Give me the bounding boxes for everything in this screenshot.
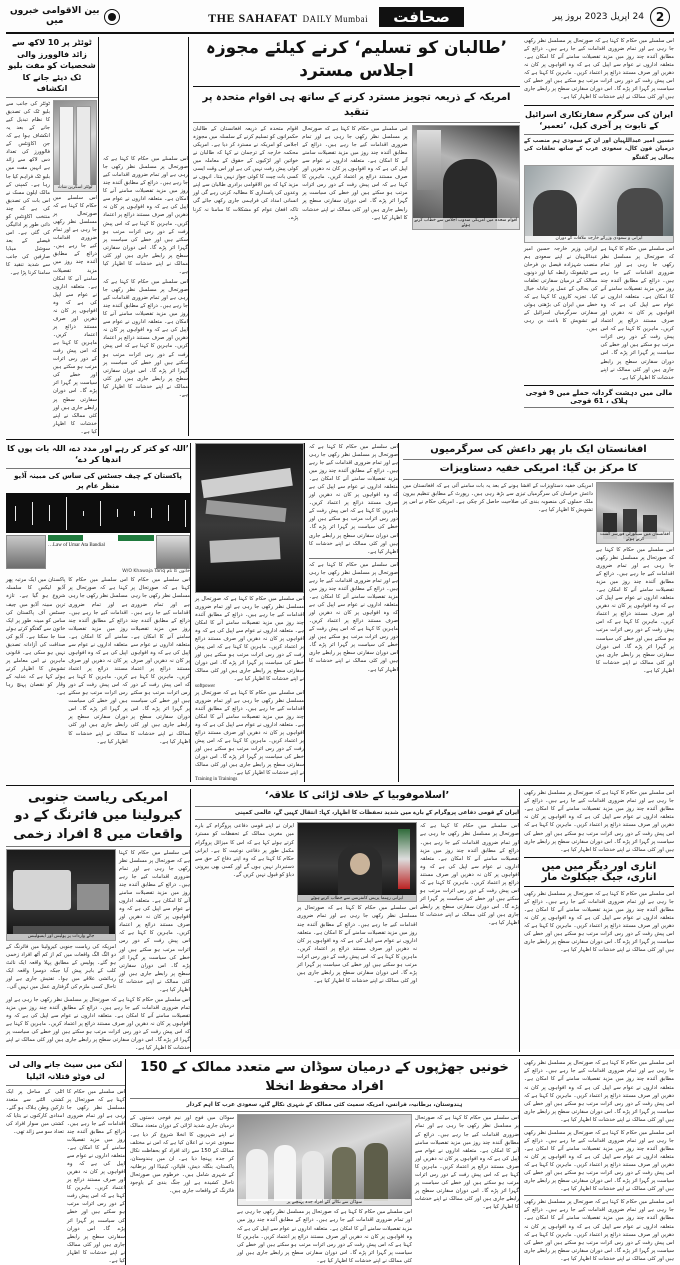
afghan-headline: افغانستان ایک بار پھر داعش کی سرگرمیوں: [430, 443, 647, 455]
sudan-body-3: اس سلسلے میں حکام کا کہنا ہے کہ صورتحال پر مسلسل نظر رکھی جا رہی ہے اور تمام ضروری اقدامات کیے جا رہے ہیں۔ ذرائع کے مطابق آئندہ چند روز میں مزید تفصیلات سامنے آنے کا امکان ہے۔ متعلقہ اداروں نے عوام سے اپیل کی ہے کہ وہ افواہوں پر کان نہ دھریں اور صرف مستند ذرائع پر اعتماد کریں۔ ماہرین کا کہنا ہے کہ اس پیش رفت کے دور رس اثرات مرتب ہو سکتے ہیں اور خطے کی سیاست پر گہرا اثر پڑے گا۔ اس دوران سفارتی سطح پر رابطے جاری ہیں اور کئی ممالک نے اپنے خدشات کا اظہار کیا ہے۔: [415, 1115, 519, 1211]
islamophobia-body-2: اس سلسلے میں حکام کا کہنا ہے کہ صورتحال پر مسلسل نظر رکھی جا رہی ہے اور تمام ضروری اقدامات کیے جا رہے ہیں۔ ذرائع کے مطابق آئندہ چند روز میں مزید تفصیلات سامنے آنے کا امکان ہے۔ متعلقہ اداروں نے عوام سے اپیل کی ہے کہ وہ افواہوں پر کان نہ دھریں اور صرف مستند ذرائع پر اعتماد کریں۔ ماہرین کا کہنا ہے کہ اس پیش رفت کے دور رس اثرات مرتب ہو سکتے ہیں اور خطے کی سیاست پر گہرا اثر پڑے گا۔ اس دوران سفارتی سطح پر رابطے جاری ہیں اور کئی ممالک نے اپنے خدشات کا اظہار کیا ہے۔: [297, 905, 417, 984]
islamophobia-headline: ’اسلاموفوبیا کے خلاف لڑائی کا علاقہ‘: [264, 790, 450, 802]
twitter-story: [6, 37, 99, 436]
lead-body-b: اس سلسلے میں حکام کا کہنا ہے کہ صورتحال پر مسلسل نظر رکھی جا رہی ہے اور تمام ضروری اقدامات کیے جا رہے ہیں۔ ذرائع کے مطابق آئندہ چند روز میں مزید تفصیلات سامنے آنے کا امکان ہے۔ متعلقہ اداروں نے عوام سے اپیل کی ہے کہ وہ افواہوں پر کان نہ دھریں اور صرف مستند ذرائع پر اعتماد کریں۔ ماہرین کا کہنا ہے کہ اس پیش رفت کے دور رس اثرات مرتب ہو سکتے ہیں اور خطے کی سیاست پر گہرا اثر پڑے گا۔ اس دوران سفارتی سطح پر رابطے جاری ہیں اور کئی ممالک نے اپنے خدشات کا اظہار کیا ہے۔: [302, 125, 408, 221]
middle-region: [6, 443, 674, 782]
machinery-photo: [195, 443, 304, 593]
tanker-story: [6, 1059, 126, 1265]
afghan-column: [403, 443, 674, 782]
carolina-body-3: اس سلسلے میں حکام کا کہنا ہے کہ صورتحال پر مسلسل نظر رکھی جا رہی ہے اور تمام ضروری اقدامات کیے جا رہے ہیں۔ ذرائع کے مطابق آئندہ چند روز میں مزید تفصیلات سامنے آنے کا امکان ہے۔ متعلقہ اداروں نے عوام سے اپیل کی ہے کہ وہ افواہوں پر کان نہ دھریں اور صرف مستند ذرائع پر اعتماد کریں۔ ماہرین کا کہنا ہے کہ اس پیش رفت کے دور رس اثرات مرتب ہو سکتے ہیں اور خطے کی سیاست پر گہرا اثر پڑے گا۔ اس دوران سفارتی سطح پر رابطے جاری ہیں اور کئی ممالک نے اپنے خدشات کا اظہار کیا ہے۔: [6, 996, 190, 1052]
islamophobia-photo: [297, 822, 417, 902]
middle-right-body-2: اس سلسلے میں حکام کا کہنا ہے کہ صورتحال پر مسلسل نظر رکھی جا رہی ہے اور تمام ضروری اقدامات کیے جا رہے ہیں۔ ذرائع کے مطابق آئندہ چند روز میں مزید تفصیلات سامنے آنے کا امکان ہے۔ متعلقہ اداروں نے عوام سے اپیل کی ہے کہ وہ افواہوں پر کان نہ دھریں اور صرف مستند ذرائع پر اعتماد کریں۔ ماہرین کا کہنا ہے کہ اس پیش رفت کے دور رس اثرات مرتب ہو سکتے ہیں اور خطے کی سیاست پر گہرا اثر پڑے گا۔ اس دوران سفارتی سطح پر رابطے جاری ہیں اور کئی ممالک نے اپنے خدشات کا اظہار کیا ہے۔: [309, 561, 398, 673]
lead-photo-caption: اقوام متحدہ میں امریکی مندوب اجلاس سے خطاب کرتے ہوئے: [414, 218, 518, 229]
masthead: [6, 4, 674, 34]
lead-body-c: اقوام متحدہ کے ذریعہ افغانستان کے طالبان حکمرانوں کو تسلیم کرنے کے سلسلہ میں مجوزہ اجلاس کو امریکہ نے مسترد کر دیا ہے۔ امریکی محکمہ خارجہ کے ترجمان نے کہا کہ طالبان نے خواتین اور لڑکیوں کے حقوق کے معاملہ میں کوئی پیش رفت نہیں کی ہے اور اس وقت ایسی کسی بات چیت کا کوئی جواز نہیں بنتا۔ انہوں نے مزید کہا کہ بین الاقوامی برادری طالبان سے اپنے وعدوں کی پاسداری کا مطالبہ کرتی رہے گی اور انسانی امداد کی فراہمی جاری رکھی جائے گی تاکہ افغان عوام کو مشکلات کا سامنا نہ کرنا پڑے۔: [193, 125, 299, 221]
islamophobia-body-1: ایران نے اپنے قومی دفاعی پروگرام کے بارے میں مغربی ممالک کے تحفظات کو مسترد کرتے ہوئے کہا ہے کہ اس کا میزائل پروگرام مکمل طور پر دفاعی نوعیت کا ہے۔ ایرانی حکام کا کہنا ہے کہ وہ اپنے دفاع کے حق سے دستبردار نہیں ہوں گے اور کسی بھی بیرونی دباؤ کو قبول نہیں کریں گے۔: [195, 823, 294, 878]
carolina-photo: [6, 849, 116, 941]
twitter-photo-caption: ٹوئٹر اسکرین شاٹ: [54, 185, 96, 191]
audio-body-1: پاکستان میں ایک مرتبہ پھر آڈیو لیکس کا سلسلہ شروع ہو گیا ہے۔ تازہ ترین مبینہ آڈیو میں چیف جسٹس آف پاکستان کی ساس کو مبینہ طور پر ایک خاتون سے گفتگو کرتے ہوئے سنا جا سکتا ہے۔ آڈیو کی صداقت کی آزادانہ تصدیق نہیں ہو سکی ہے۔ قانونی ماہرین نے اس معاملے پر تشویش کا اظہار کرتے ہوئے کہا ہے کہ عدلیہ کے وقار کو نقصان پہنچ رہا ہے۔: [6, 577, 66, 697]
machinery-column: [195, 443, 305, 782]
bottom-region: [6, 1059, 674, 1265]
audio-waveform: [6, 493, 190, 533]
islamophobia-subhead: ایران کے قومی دفاعی پروگرام کے بارے میں شدید تحفظات کا اظہار، کہا: انتقال کہیں گے، عالمی کمپنی: [234, 809, 519, 816]
top-region: [6, 37, 674, 436]
carolina-headline: امریکی ریاست جنوبی کیرولینا میں فائرنگ کے دو واقعات میں 8 افراد زخمی: [13, 790, 183, 842]
bank-headline: مالی میں دہشت گردانہ حملے میں 9 فوجی ہلاک ، 61 فوجی: [525, 388, 673, 405]
audio-leak-story: [6, 443, 191, 782]
masthead-logo-line1: بین الاقوامی خبروں: [10, 6, 100, 17]
audio-caption-english: …Law of Umar Ata Bandial: [48, 543, 105, 549]
sudan-photo-caption: سوڈان سے نکالے گئے افراد جدہ پہنچنے پر: [238, 1199, 411, 1205]
middle-right-text: [309, 443, 399, 782]
machinery-body: اس سلسلے میں حکام کا کہنا ہے کہ صورتحال پر مسلسل نظر رکھی جا رہی ہے اور تمام ضروری اقدامات کیے جا رہے ہیں۔ ذرائع کے مطابق آئندہ چند روز میں مزید تفصیلات سامنے آنے کا امکان ہے۔ متعلقہ اداروں نے عوام سے اپیل کی ہے کہ وہ افواہوں پر کان نہ دھریں اور صرف مستند ذرائع پر اعتماد کریں۔ ماہرین کا کہنا ہے کہ اس پیش رفت کے دور رس اثرات مرتب ہو سکتے ہیں اور خطے کی سیاست پر گہرا اثر پڑے گا۔ اس دوران سفارتی سطح پر رابطے جاری ہیں اور کئی ممالک نے اپنے خدشات کا اظہار کیا ہے۔: [195, 595, 304, 683]
sudan-subhead: ہندوستان، برطانیہ، فرانس، امریکہ سمیت کئی ممالک کے شہری نکالے گئے، سعودی عرب کا اہم کردار: [186, 1101, 463, 1108]
anari-body: اس سلسلے میں حکام کا کہنا ہے کہ صورتحال پر مسلسل نظر رکھی جا رہی ہے اور تمام ضروری اقدامات کیے جا رہے ہیں۔ ذرائع کے مطابق آئندہ چند روز میں مزید تفصیلات سامنے آنے کا امکان ہے۔ متعلقہ اداروں نے عوام سے اپیل کی ہے کہ وہ افواہوں پر کان نہ دھریں اور صرف مستند ذرائع پر اعتماد کریں۔ ماہرین کا کہنا ہے کہ اس پیش رفت کے دور رس اثرات مرتب ہو سکتے ہیں اور خطے کی سیاست پر گہرا اثر پڑے گا۔ اس دوران سفارتی سطح پر رابطے جاری ہیں اور کئی ممالک نے اپنے خدشات کا اظہار کیا ہے۔: [524, 890, 674, 954]
islamophobia-body-3: اس سلسلے میں حکام کا کہنا ہے کہ صورتحال پر مسلسل نظر رکھی جا رہی ہے اور تمام ضروری اقدامات کیے جا رہے ہیں۔ ذرائع کے مطابق آئندہ چند روز میں مزید تفصیلات سامنے آنے کا امکان ہے۔ متعلقہ اداروں نے عوام سے اپیل کی ہے کہ وہ افواہوں پر کان نہ دھریں اور صرف مستند ذرائع پر اعتماد کریں۔ ماہرین کا کہنا ہے کہ اس پیش رفت کے دور رس اثرات مرتب ہو سکتے ہیں اور خطے کی سیاست پر گہرا اثر پڑے گا۔ اس دوران سفارتی سطح پر رابطے جاری ہیں اور کئی ممالک نے اپنے خدشات کا اظہار کیا ہے۔: [420, 823, 519, 927]
right-top-filler: اس سلسلے میں حکام کا کہنا ہے کہ صورتحال پر مسلسل نظر رکھی جا رہی ہے اور تمام ضروری اقدامات کیے جا رہے ہیں۔ ذرائع کے مطابق آئندہ چند روز میں مزید تفصیلات سامنے آنے کا امکان ہے۔ متعلقہ اداروں نے عوام سے اپیل کی ہے کہ وہ افواہوں پر کان نہ دھریں اور صرف مستند ذرائع پر اعتماد کریں۔ ماہرین کا کہنا ہے کہ اس پیش رفت کے دور رس اثرات مرتب ہو سکتے ہیں اور خطے کی سیاست پر گہرا اثر پڑے گا۔ اس دوران سفارتی سطح پر رابطے جاری ہیں اور کئی ممالک نے اپنے خدشات کا اظہار کیا ہے۔: [524, 38, 674, 101]
sudan-body-1: سوڈان میں فوج اور نیم فوجی دستوں کے درمیان جاری شدید لڑائی کے دوران متعدد ممالک نے اپنے شہریوں کا انخلا شروع کر دیا ہے۔ سعودی عرب نے اعلان کیا ہے کہ اس نے مختلف ممالک کے 150 سے زائد افراد کو بحفاظت نکال کر جدہ پہنچا دیا ہے۔ ان میں ہندوستان، پاکستان، بنگلہ دیش، فلپائن، کینیڈا اور برطانیہ کے شہری شامل ہیں۔ خرطوم میں صورتحال تاحال کشیدہ ہے اور جنگ بندی کے باوجود فائرنگ کے واقعات جاری ہیں۔: [130, 1115, 234, 1194]
sudan-headline: خونیں جھڑپوں کے درمیان سوڈان سے متعدد ممالک کے 150 افراد محفوظ انخلا: [140, 1060, 509, 1094]
twitter-body-col1: اس سلسلے میں حکام کا کہنا ہے کہ صورتحال پر مسلسل نظر رکھی جا رہی ہے اور تمام ضروری اقدامات کیے جا رہے ہیں۔ ذرائع کے مطابق آئندہ چند روز میں مزید تفصیلات سامنے آنے کا امکان ہے۔ متعلقہ اداروں نے عوام سے اپیل کی ہے کہ وہ افواہوں پر کان نہ دھریں اور صرف مستند ذرائع پر اعتماد کریں۔ ماہرین کا کہنا ہے کہ اس پیش رفت کے دور رس اثرات مرتب ہو سکتے ہیں اور خطے کی سیاست پر گہرا اثر پڑے گا۔ اس دوران سفارتی سطح پر رابطے جاری ہیں اور کئی ممالک نے اپنے خدشات کا اظہار کیا ہے۔: [53, 194, 97, 435]
machinery-body-2: اس سلسلے میں حکام کا کہنا ہے کہ صورتحال پر مسلسل نظر رکھی جا رہی ہے اور تمام ضروری اقدامات کیے جا رہے ہیں۔ ذرائع کے مطابق آئندہ چند روز میں مزید تفصیلات سامنے آنے کا امکان ہے۔ متعلقہ اداروں نے عوام سے اپیل کی ہے کہ وہ افواہوں پر کان نہ دھریں اور صرف مستند ذرائع پر اعتماد کریں۔ ماہرین کا کہنا ہے کہ اس پیش رفت کے دور رس اثرات مرتب ہو سکتے ہیں اور خطے کی سیاست پر گہرا اثر پڑے گا۔ اس دوران سفارتی سطح پر رابطے جاری ہیں اور کئی ممالک نے اپنے خدشات کا اظہار کیا ہے۔: [195, 689, 304, 777]
lead-subhead: امریکہ کے ذریعہ تجویز مسترد کرنے کے ساتھ ہی اقوام متحدہ پر تنقید: [202, 91, 511, 118]
lead-headline: ’طالبان کو تسلیم‘ کرنے کیلئے مجوزہ اجلاس مسترد: [205, 38, 508, 81]
anari-filler-top: اس سلسلے میں حکام کا کہنا ہے کہ صورتحال پر مسلسل نظر رکھی جا رہی ہے اور تمام ضروری اقدامات کیے جا رہے ہیں۔ ذرائع کے مطابق آئندہ چند روز میں مزید تفصیلات سامنے آنے کا امکان ہے۔ متعلقہ اداروں نے عوام سے اپیل کی ہے کہ وہ افواہوں پر کان نہ دھریں اور صرف مستند ذرائع پر اعتماد کریں۔ ماہرین کا کہنا ہے کہ اس پیش رفت کے دور رس اثرات مرتب ہو سکتے ہیں اور خطے کی سیاست پر گہرا اثر پڑے گا۔ اس دوران سفارتی سطح پر رابطے جاری ہیں اور کئی ممالک نے اپنے خدشات کا اظہار کیا ہے۔: [524, 790, 674, 853]
pakistan-flag-icon: [48, 535, 154, 541]
audio-caption-urdu: خاتون کا نام W/O Khawaja Tariq: [122, 569, 190, 575]
bottom-right-body-3: اس سلسلے میں حکام کا کہنا ہے کہ صورتحال پر مسلسل نظر رکھی جا رہی ہے اور تمام ضروری اقدامات کیے جا رہے ہیں۔ ذرائع کے مطابق آئندہ چند روز میں مزید تفصیلات سامنے آنے کا امکان ہے۔ متعلقہ اداروں نے عوام سے اپیل کی ہے کہ وہ افواہوں پر کان نہ دھریں اور صرف مستند ذرائع پر اعتماد کریں۔ ماہرین کا کہنا ہے کہ اس پیش رفت کے دور رس اثرات مرتب ہو سکتے ہیں اور خطے کی سیاست پر گہرا اثر پڑے گا۔ اس دوران سفارتی سطح پر رابطے جاری ہیں اور کئی ممالک نے اپنے خدشات کا اظہار کیا ہے۔: [524, 1199, 674, 1262]
masthead-title: [120, 7, 553, 27]
masthead-logo-line2: میں: [46, 16, 64, 26]
lead-filler-2: اس سلسلے میں حکام کا کہنا ہے کہ صورتحال پر مسلسل نظر رکھی جا رہی ہے اور تمام ضروری اقدامات کیے جا رہے ہیں۔ ذرائع کے مطابق آئندہ چند روز میں مزید تفصیلات سامنے آنے کا امکان ہے۔ متعلقہ اداروں نے عوام سے اپیل کی ہے کہ وہ افواہوں پر کان نہ دھریں اور صرف مستند ذرائع پر اعتماد کریں۔ ماہرین کا کہنا ہے کہ اس پیش رفت کے دور رس اثرات مرتب ہو سکتے ہیں اور خطے کی سیاست پر گہرا اثر پڑے گا۔ اس دوران سفارتی سطح پر رابطے جاری ہیں اور کئی ممالک نے اپنے خدشات کا اظہار کیا ہے۔: [103, 278, 188, 398]
machinery-caption-en: softpower: [195, 683, 215, 689]
sudan-photo: [237, 1114, 412, 1206]
audio-leak-subhead: پاکستان کے چیف جسٹس کی ساس کی مبینہ آڈیو منظر عام پر: [14, 472, 182, 491]
lower-region: [6, 789, 674, 1052]
anari-subhead: اناری، جیگ جیکلوٹ مار: [541, 871, 657, 883]
afghan-photo: [596, 482, 674, 544]
audio-leak-headline: ’اللہ کو کتر کر رہے اور مدد دے، اللہ بات یوں کا اندھا کر دے‘: [7, 443, 189, 465]
lead-body-left: [103, 37, 189, 436]
anari-column: [524, 789, 674, 1052]
lead-story: [193, 37, 520, 436]
bottom-right-body-1: اس سلسلے میں حکام کا کہنا ہے کہ صورتحال پر مسلسل نظر رکھی جا رہی ہے اور تمام ضروری اقدامات کیے جا رہے ہیں۔ ذرائع کے مطابق آئندہ چند روز میں مزید تفصیلات سامنے آنے کا امکان ہے۔ متعلقہ اداروں نے عوام سے اپیل کی ہے کہ وہ افواہوں پر کان نہ دھریں اور صرف مستند ذرائع پر اعتماد کریں۔ ماہرین کا کہنا ہے کہ اس پیش رفت کے دور رس اثرات مرتب ہو سکتے ہیں اور خطے کی سیاست پر گہرا اثر پڑے گا۔ اس دوران سفارتی سطح پر رابطے جاری ہیں اور کئی ممالک نے اپنے خدشات کا اظہار کیا ہے۔: [524, 1060, 674, 1123]
bottom-right-body-2: اس سلسلے میں حکام کا کہنا ہے کہ صورتحال پر مسلسل نظر رکھی جا رہی ہے اور تمام ضروری اقدامات کیے جا رہے ہیں۔ ذرائع کے مطابق آئندہ چند روز میں مزید تفصیلات سامنے آنے کا امکان ہے۔ متعلقہ اداروں نے عوام سے اپیل کی ہے کہ وہ افواہوں پر کان نہ دھریں اور صرف مستند ذرائع پر اعتماد کریں۔ ماہرین کا کہنا ہے کہ اس پیش رفت کے دور رس اثرات مرتب ہو سکتے ہیں اور خطے کی سیاست پر گہرا اثر پڑے گا۔ اس دوران سفارتی سطح پر رابطے جاری ہیں اور کئی ممالک نے اپنے خدشات کا اظہار کیا ہے۔: [524, 1129, 674, 1193]
twitter-screenshot-photo: [53, 100, 97, 192]
masthead-title-english: THE SAHAFAT: [208, 11, 298, 25]
islamophobia-photo-caption: ایرانی رہنما پریس کانفرنس سے خطاب کرتے ہوئے: [298, 895, 416, 901]
sudan-story: [130, 1059, 520, 1265]
iran-body-1: ایرانی وزیر خارجہ حسین امیر عبداللہیان نے اپنے سعودی ہم منصب شہزادہ فیصل بن فرحان سے ٹیلیفونک رابطہ کیا اور دونوں ممالک کے درمیان سفارتی تعلقات کی بحالی کے عمل پر تبادلہ خیال کیا۔ تجزیہ کاروں کا کہنا ہے کہ خطے میں ایران کی بڑھتی ہوئی سفارتی سرگرمیاں اسرائیل کے لیے تشویش کا باعث بن رہی ہیں۔: [524, 245, 598, 333]
us-docs-headline: کا مرکز بن گیا: امریکی خفیہ دستاویزات: [439, 463, 638, 475]
twitter-headline: ٹوئٹر پر 10 لاکھ سے زائد فالوورز والی شخصیات کو مفت بلیو ٹک دیئے جانے کا انکشاف: [8, 38, 96, 94]
carolina-body-2: اس سلسلے میں حکام کا کہنا ہے کہ صورتحال پر مسلسل نظر رکھی جا رہی ہے اور تمام ضروری اقدامات کیے جا رہے ہیں۔ ذرائع کے مطابق آئندہ چند روز میں مزید تفصیلات سامنے آنے کا امکان ہے۔ متعلقہ اداروں نے عوام سے اپیل کی ہے کہ وہ افواہوں پر کان نہ دھریں اور صرف مستند ذرائع پر اعتماد کریں۔ ماہرین کا کہنا ہے کہ اس پیش رفت کے دور رس اثرات مرتب ہو سکتے ہیں اور خطے کی سیاست پر گہرا اثر پڑے گا۔ اس دوران سفارتی سطح پر رابطے جاری ہیں اور کئی ممالک نے اپنے خدشات کا اظہار کیا ہے۔: [119, 849, 190, 993]
iran-subhead: حسین امیر عبداللہیان اور ان کے سعودی ہم منصب کے درمیان فون کال، سعودی عرب کے ساتھ تعلقات کی بحالی پر گفتگو: [524, 137, 674, 161]
audio-body-2: اس سلسلے میں حکام کا کہنا ہے کہ صورتحال پر مسلسل نظر رکھی جا رہی ہے اور تمام ضروری اقدامات کیے جا رہے ہیں۔ ذرائع کے مطابق آئندہ چند روز میں مزید تفصیلات سامنے آنے کا امکان ہے۔ متعلقہ اداروں نے عوام سے اپیل کی ہے کہ وہ افواہوں پر کان نہ دھریں اور صرف مستند ذرائع پر اعتماد کریں۔ ماہرین کا کہنا ہے کہ اس پیش رفت کے دور رس اثرات مرتب ہو سکتے ہیں اور خطے کی سیاست پر گہرا اثر پڑے گا۔ اس دوران سفارتی سطح پر رابطے جاری ہیں اور کئی ممالک نے اپنے خدشات کا اظہار کیا ہے۔: [68, 577, 128, 745]
middle-right-body-1: اس سلسلے میں حکام کا کہنا ہے کہ صورتحال پر مسلسل نظر رکھی جا رہی ہے اور تمام ضروری اقدامات کیے جا رہے ہیں۔ ذرائع کے مطابق آئندہ چند روز میں مزید تفصیلات سامنے آنے کا امکان ہے۔ متعلقہ اداروں نے عوام سے اپیل کی ہے کہ وہ افواہوں پر کان نہ دھریں اور صرف مستند ذرائع پر اعتماد کریں۔ ماہرین کا کہنا ہے کہ اس پیش رفت کے دور رس اثرات مرتب ہو سکتے ہیں اور خطے کی سیاست پر گہرا اثر پڑے گا۔ اس دوران سفارتی سطح پر رابطے جاری ہیں اور کئی ممالک نے اپنے خدشات کا اظہار کیا ہے۔: [309, 443, 398, 555]
twitter-body-col2: ٹوئٹر کی جانب سے بلیو ٹک کی تصدیق کا نظام تبدیل کیے جانے کے بعد یہ انکشاف ہوا ہے کہ جن اکاؤنٹس کے فالوورز کی تعداد دس لاکھ سے زائد ہے انہیں مفت میں بلیو ٹک فراہم کیا جا رہا ہے۔ کمپنی کے مالک ایلون مسک نے اس بات کی تصدیق کی ہے کہ چند منتخب اکاؤنٹس کو ذاتی طور پر ادائیگی کی گئی ہے۔ اس فیصلے کے بعد سوشل میڈیا صارفین کی جانب سے شدید تنقید کا سامنا کرنا پڑا ہے۔: [6, 100, 50, 277]
audio-person-photo-1: [6, 535, 46, 569]
page-number: 2: [650, 7, 670, 27]
masthead-logo: [10, 7, 120, 27]
lead-photo: [412, 125, 520, 230]
machinery-caption-en-2: Training in Trainings: [195, 777, 238, 783]
masthead-subtitle-english: DAILY Mumbai: [302, 14, 369, 24]
tanker-headline: لنکن میں سیٹ جانے والی لی لی فوٹو قتلانہ اٹیلیا: [8, 1060, 123, 1081]
iran-body-2: اس سلسلے میں حکام کا کہنا ہے کہ صورتحال پر مسلسل نظر رکھی جا رہی ہے اور تمام ضروری اقدامات کیے جا رہے ہیں۔ ذرائع کے مطابق آئندہ چند روز میں مزید تفصیلات سامنے آنے کا امکان ہے۔ متعلقہ اداروں نے عوام سے اپیل کی ہے کہ وہ افواہوں پر کان نہ دھریں اور صرف مستند ذرائع پر اعتماد کریں۔ ماہرین کا کہنا ہے کہ اس پیش رفت کے دور رس اثرات مرتب ہو سکتے ہیں اور خطے کی سیاست پر گہرا اثر پڑے گا۔ اس دوران سفارتی سطح پر رابطے جاری ہیں اور کئی ممالک نے اپنے خدشات کا اظہار کیا ہے۔: [600, 245, 674, 381]
carolina-photo-caption: جائے واردات پر پولیس اور ایمبولینس: [7, 934, 115, 940]
iran-photo: [524, 165, 674, 243]
islamophobia-story: [195, 789, 520, 1052]
globe-icon: [104, 9, 120, 25]
iran-headline: ایران کی سرگرم سفارتکاری اسرائیل کے تابوت پر آخری کیل، ’تعمیر‘: [524, 109, 674, 131]
carolina-story: [6, 789, 191, 1052]
iran-photo-caption: ایرانی و سعودی وزرائے خارجہ ملاقات کے دوران: [525, 236, 673, 242]
publication-date: 24 اپریل 2023 بروز پیر: [552, 12, 644, 22]
sudan-body-2: اس سلسلے میں حکام کا کہنا ہے کہ صورتحال پر مسلسل نظر رکھی جا رہی ہے اور تمام ضروری اقدامات کیے جا رہے ہیں۔ ذرائع کے مطابق آئندہ چند روز میں مزید تفصیلات سامنے آنے کا امکان ہے۔ متعلقہ اداروں نے عوام سے اپیل کی ہے کہ وہ افواہوں پر کان نہ دھریں اور صرف مستند ذرائع پر اعتماد کریں۔ ماہرین کا کہنا ہے کہ اس پیش رفت کے دور رس اثرات مرتب ہو سکتے ہیں اور خطے کی سیاست پر گہرا اثر پڑے گا۔ اس دوران سفارتی سطح پر رابطے جاری ہیں اور کئی ممالک نے اپنے خدشات کا اظہار کیا ہے۔: [237, 1209, 412, 1264]
anari-headline: اناری اور دیگر میں میں: [541, 860, 657, 872]
afghan-photo-caption: افغانستان میں سیکورٹی فورسز گشت کرتے ہوئے: [597, 532, 673, 543]
afghan-body-1: امریکی خفیہ دستاویزات کے افشا ہونے کے بعد یہ بات سامنے آئی ہے کہ افغانستان میں داعش خراسان کی سرگرمیاں تیزی سے بڑھ رہی ہیں۔ رپورٹ کے مطابق تنظیم بیرون ملک حملوں کی منصوبہ بندی کی صلاحیت حاصل کر چکی ہے۔ امریکی حکام نے اس پر تشویش کا اظہار کیا ہے۔: [403, 482, 593, 514]
right-top-column: [524, 37, 674, 436]
masthead-meta: [553, 7, 670, 27]
tanker-body-1: اٹلی کے ساحل پر ایک کشتی الٹنے سے متعدد تارکین وطن ہلاک ہو گئے۔ امدادی کارکنوں نے بتایا کہ کشتی میں سوار افراد کی تعداد سو سے زائد تھی۔: [6, 1088, 64, 1135]
tanker-body-2: اس سلسلے میں حکام کا کہنا ہے کہ صورتحال پر مسلسل نظر رکھی جا رہی ہے اور تمام ضروری اقدامات کیے جا رہے ہیں۔ ذرائع کے مطابق آئندہ چند روز میں مزید تفصیلات سامنے آنے کا امکان ہے۔ متعلقہ اداروں نے عوام سے اپیل کی ہے کہ وہ افواہوں پر کان نہ دھریں اور صرف مستند ذرائع پر اعتماد کریں۔ ماہرین کا کہنا ہے کہ اس پیش رفت کے دور رس اثرات مرتب ہو سکتے ہیں اور خطے کی سیاست پر گہرا اثر پڑے گا۔ اس دوران سفارتی سطح پر رابطے جاری ہیں اور کئی ممالک نے اپنے خدشات کا اظہار کیا ہے۔: [67, 1088, 125, 1264]
masthead-title-urdu: صحافت: [379, 7, 464, 27]
bottom-right-column: [524, 1059, 674, 1265]
audio-body-3: اس سلسلے میں حکام کا کہنا ہے کہ صورتحال پر مسلسل نظر رکھی جا رہی ہے اور تمام ضروری اقدامات کیے جا رہے ہیں۔ ذرائع کے مطابق آئندہ چند روز میں مزید تفصیلات سامنے آنے کا امکان ہے۔ متعلقہ اداروں نے عوام سے اپیل کی ہے کہ وہ افواہوں پر کان نہ دھریں اور صرف مستند ذرائع پر اعتماد کریں۔ ماہرین کا کہنا ہے کہ اس پیش رفت کے دور رس اثرات مرتب ہو سکتے ہیں اور خطے کی سیاست پر گہرا اثر پڑے گا۔ اس دوران سفارتی سطح پر رابطے جاری ہیں اور کئی ممالک نے اپنے خدشات کا اظہار کیا ہے۔: [130, 577, 190, 745]
lead-filler-1: اس سلسلے میں حکام کا کہنا ہے کہ صورتحال پر مسلسل نظر رکھی جا رہی ہے اور تمام ضروری اقدامات کیے جا رہے ہیں۔ ذرائع کے مطابق آئندہ چند روز میں مزید تفصیلات سامنے آنے کا امکان ہے۔ متعلقہ اداروں نے عوام سے اپیل کی ہے کہ وہ افواہوں پر کان نہ دھریں اور صرف مستند ذرائع پر اعتماد کریں۔ ماہرین کا کہنا ہے کہ اس پیش رفت کے دور رس اثرات مرتب ہو سکتے ہیں اور خطے کی سیاست پر گہرا اثر پڑے گا۔ اس دوران سفارتی سطح پر رابطے جاری ہیں اور کئی ممالک نے اپنے خدشات کا اظہار کیا ہے۔: [103, 156, 188, 275]
audio-person-photo-2: [156, 535, 190, 569]
carolina-body-1: امریکہ کی ریاست جنوبی کیرولینا میں فائرنگ کے دو الگ الگ واقعات میں کم از کم آٹھ افراد زخمی ہو گئے۔ پولیس کے مطابق پہلا واقعہ ایک نائٹ کلب کے باہر پیش آیا جبکہ دوسرا واقعہ ایک رہائشی علاقے میں ہوا۔ تفتیش جاری ہے اور تاحال کسی ملزم کی گرفتاری عمل میں نہیں آئی۔: [6, 943, 116, 991]
afghan-body-2: اس سلسلے میں حکام کا کہنا ہے کہ صورتحال پر مسلسل نظر رکھی جا رہی ہے اور تمام ضروری اقدامات کیے جا رہے ہیں۔ ذرائع کے مطابق آئندہ چند روز میں مزید تفصیلات سامنے آنے کا امکان ہے۔ متعلقہ اداروں نے عوام سے اپیل کی ہے کہ وہ افواہوں پر کان نہ دھریں اور صرف مستند ذرائع پر اعتماد کریں۔ ماہرین کا کہنا ہے کہ اس پیش رفت کے دور رس اثرات مرتب ہو سکتے ہیں اور خطے کی سیاست پر گہرا اثر پڑے گا۔ اس دوران سفارتی سطح پر رابطے جاری ہیں اور کئی ممالک نے اپنے خدشات کا اظہار کیا ہے۔: [596, 546, 674, 674]
